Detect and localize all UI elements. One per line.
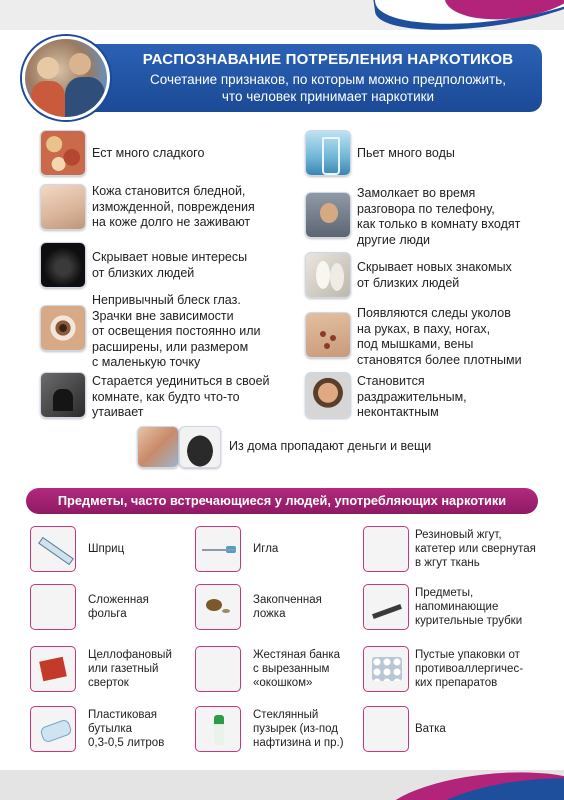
sign-line: неконтактным <box>357 405 439 419</box>
item-vial <box>195 706 344 752</box>
sign-water <box>305 130 455 176</box>
sign-line: изможденной, повреждения <box>92 199 255 214</box>
paper-bundle-image <box>30 646 76 692</box>
tube-image <box>363 526 409 572</box>
sign-line: Скрывает новые интересы <box>92 250 248 264</box>
bottom-decorative-band <box>0 770 564 800</box>
pill-pack-image <box>363 646 409 692</box>
money-image <box>137 426 179 468</box>
sign-text <box>357 372 467 421</box>
item-pipe <box>363 584 522 630</box>
item-line: Предметы, <box>415 587 474 599</box>
item-needle <box>195 526 278 572</box>
syringe-image <box>30 526 76 572</box>
eye-image <box>40 305 86 351</box>
item-bottle <box>30 706 164 752</box>
item-line: Резиновый жгут, <box>415 529 502 541</box>
arm-image <box>305 312 351 358</box>
item-syringe <box>30 526 124 572</box>
item-can <box>195 646 340 692</box>
header-photo <box>22 36 110 120</box>
item-line: катетер или свернутая <box>415 543 536 555</box>
needle-image <box>195 526 241 572</box>
sign-line: разговора по телефону, <box>357 201 495 216</box>
sign-line: от близких людей <box>92 265 195 280</box>
item-line: фольга <box>88 608 127 620</box>
item-tube <box>363 526 536 572</box>
sign-text <box>357 306 522 368</box>
item-text <box>88 648 172 690</box>
items-banner: Предметы, часто встречающиеся у людей, употребляющих наркотики <box>26 488 538 514</box>
item-line: Закопченная <box>253 594 322 606</box>
top-decorative-band <box>0 0 564 30</box>
sign-line: Становится <box>357 374 425 388</box>
sign-line: как только в комнату входят <box>357 217 521 231</box>
tin-can-image <box>195 646 241 692</box>
item-pills <box>363 646 523 692</box>
vial-image <box>195 706 241 752</box>
header <box>22 36 542 120</box>
sign-friends <box>305 252 512 298</box>
item-line: противоаллергичес- <box>415 663 524 675</box>
sign-line: на коже долго не заживают <box>92 215 251 229</box>
item-line: Жестяная банка <box>253 649 341 661</box>
sign-line: на руках, в паху, ногах, <box>357 321 491 336</box>
pipe-image <box>363 584 409 630</box>
masks-image <box>305 252 351 298</box>
sign-sweets <box>40 130 204 176</box>
sign-text: Ест много сладкого <box>92 146 205 160</box>
spoon-image <box>195 584 241 630</box>
item-line: ких препаратов <box>415 677 498 689</box>
sign-eyes <box>40 293 261 371</box>
item-text <box>415 648 523 690</box>
sign-text <box>92 184 255 231</box>
sign-line: с маленькую точку <box>92 355 201 369</box>
item-text <box>415 586 522 628</box>
item-text <box>88 542 124 556</box>
item-text <box>415 528 536 570</box>
item-line: Сложенная <box>88 594 149 606</box>
item-line: с вырезанным <box>253 663 330 675</box>
photo-person-3 <box>31 81 65 120</box>
sign-line: Появляются следы уколов <box>357 306 511 320</box>
sign-line: под мышками, вены <box>357 337 474 351</box>
item-line: или газетный <box>88 663 159 675</box>
item-line: пузырек (из-под <box>253 723 338 735</box>
sign-text <box>357 252 512 291</box>
sign-text <box>92 242 247 281</box>
sign-money <box>137 426 431 468</box>
sign-skin <box>40 184 255 231</box>
sign-line: становятся более плотными <box>357 352 522 367</box>
item-line: ложка <box>253 608 286 620</box>
item-paper <box>30 646 172 692</box>
item-line: Пустые упаковки от <box>415 649 520 661</box>
sign-line: другие люди <box>357 232 430 247</box>
sign-text: Из дома пропадают деньги и вещи <box>229 439 432 454</box>
item-line: Пластиковая <box>88 709 157 721</box>
item-foil <box>30 584 149 630</box>
item-line: напоминающие <box>415 601 499 613</box>
jacket-image <box>179 426 221 468</box>
item-line: в жгут ткань <box>415 557 480 569</box>
sign-text <box>357 186 520 248</box>
item-line: 0,3-0,5 литров <box>88 737 165 749</box>
sign-phone <box>305 186 520 248</box>
subtitle-line: что человек принимает наркотики <box>221 89 435 104</box>
item-line: сверток <box>88 677 129 689</box>
item-text <box>253 542 278 556</box>
item-text <box>88 708 164 750</box>
item-line: Целлофановый <box>88 649 172 661</box>
sign-irritable <box>305 372 467 421</box>
sign-line: Старается уединиться в своей <box>92 374 270 388</box>
sign-text <box>92 372 270 421</box>
item-text <box>253 708 344 750</box>
photo-person-4 <box>65 77 105 120</box>
page-subtitle <box>118 71 538 105</box>
sign-text <box>92 293 261 371</box>
sign-line: Скрывает новых знакомых <box>357 260 512 274</box>
water-image <box>305 130 351 176</box>
sign-line: Непривычный блеск глаз. <box>92 293 241 307</box>
sign-alone <box>40 372 270 421</box>
hood-image <box>40 242 86 288</box>
sweets-image <box>40 130 86 176</box>
sign-line: комнате, как будто что-то <box>92 389 240 404</box>
sign-line: Кожа становится бледной, <box>92 184 246 198</box>
sign-line: раздражительным, <box>357 389 467 404</box>
sign-line: от близких людей <box>357 275 460 290</box>
item-text <box>88 593 149 621</box>
sign-line: утаивает <box>92 405 144 419</box>
foil-image <box>30 584 76 630</box>
item-text <box>253 593 322 621</box>
photo-person-2 <box>69 53 91 75</box>
item-line: бутылка <box>88 723 133 735</box>
item-text <box>253 648 340 690</box>
item-line: «окошком» <box>253 677 313 689</box>
item-line: Ватка <box>415 723 446 735</box>
sign-interests <box>40 242 247 288</box>
page-title: РАСПОЗНАВАНИЕ ПОТРЕБЛЕНИЯ НАРКОТИКОВ <box>142 51 514 68</box>
photo-person-1 <box>37 57 59 79</box>
item-line: Шприц <box>88 543 125 555</box>
item-line: нафтизина и пр.) <box>253 737 344 749</box>
subtitle-line: Сочетание признаков, по которым можно предположить, <box>150 72 506 87</box>
item-spoon <box>195 584 322 630</box>
sign-text: Пьет много воды <box>357 146 455 160</box>
item-text <box>415 722 446 736</box>
item-cotton <box>363 706 446 752</box>
sign-line: расширены, или размером <box>92 339 249 354</box>
item-line: курительные трубки <box>415 615 523 627</box>
skin-image <box>40 184 86 230</box>
bottle-image <box>30 706 76 752</box>
sign-line: от освещения постоянно или <box>92 324 261 338</box>
sign-injections <box>305 306 522 368</box>
item-line: Игла <box>253 543 279 555</box>
phone-image <box>305 192 351 238</box>
sign-line: Зрачки вне зависимости <box>92 308 234 323</box>
cotton-image <box>363 706 409 752</box>
sign-line: Замолкает во время <box>357 186 476 200</box>
item-line: Стеклянный <box>253 709 319 721</box>
alone-image <box>40 372 86 418</box>
angry-face-image <box>305 372 351 418</box>
